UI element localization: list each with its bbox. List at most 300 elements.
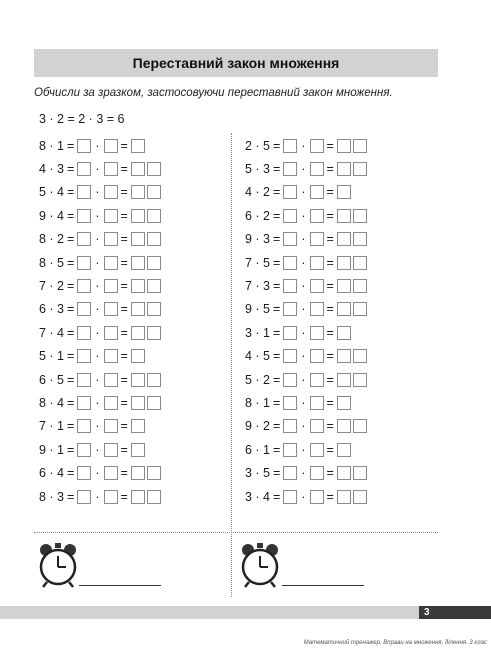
answer-digit-box[interactable] — [353, 162, 367, 176]
equals-sign: = — [273, 466, 281, 481]
factor-box[interactable] — [77, 373, 91, 387]
factor-box[interactable] — [310, 232, 324, 246]
answer-digit-box[interactable] — [353, 209, 367, 223]
answer-boxes — [337, 349, 367, 363]
answer-digit-box[interactable] — [353, 490, 367, 504]
answer-boxes — [131, 326, 161, 340]
multiply-sign: · — [301, 232, 306, 247]
page-number: 3 — [419, 606, 491, 619]
factor-box[interactable] — [104, 349, 118, 363]
answer-digit-box[interactable] — [337, 490, 351, 504]
answer-digit-box[interactable] — [337, 162, 351, 176]
factor-box[interactable] — [77, 162, 91, 176]
factor-box[interactable] — [283, 232, 297, 246]
multiply-sign: · — [95, 349, 100, 364]
multiply-sign: · — [95, 466, 100, 481]
exercise-expression: 6 · 3 — [39, 302, 65, 317]
multiply-sign: · — [301, 185, 306, 200]
answer-boxes — [337, 396, 351, 410]
equals-sign: = — [326, 138, 334, 153]
factor-box[interactable] — [283, 466, 297, 480]
factor-box[interactable] — [104, 302, 118, 316]
equals-sign: = — [120, 232, 128, 247]
multiply-sign: · — [301, 395, 306, 410]
answer-boxes — [131, 396, 161, 410]
exercise-row — [245, 228, 367, 251]
exercise-expression: 7 · 5 — [245, 255, 271, 270]
answer-digit-box[interactable] — [337, 419, 351, 433]
exercise-row — [245, 274, 367, 297]
factor-box[interactable] — [77, 349, 91, 363]
answer-digit-box[interactable] — [147, 396, 161, 410]
answer-digit-box[interactable] — [147, 162, 161, 176]
factor-box[interactable] — [310, 490, 324, 504]
exercise-column-left — [39, 134, 161, 508]
answer-digit-box[interactable] — [353, 466, 367, 480]
exercise-row — [245, 438, 367, 461]
exercise-expression: 4 · 5 — [245, 349, 271, 364]
answer-boxes — [131, 162, 161, 176]
exercise-expression: 5 · 3 — [245, 162, 271, 177]
exercise-row — [39, 134, 161, 157]
factor-box[interactable] — [310, 209, 324, 223]
equals-sign: = — [120, 395, 128, 410]
answer-digit-box[interactable] — [147, 326, 161, 340]
exercise-expression: 8 · 2 — [39, 232, 65, 247]
answer-boxes — [337, 232, 367, 246]
exercise-expression: 3 · 5 — [245, 466, 271, 481]
equals-sign: = — [120, 138, 128, 153]
multiply-sign: · — [301, 419, 306, 434]
exercise-column-right — [245, 134, 367, 508]
exercise-expression: 5 · 4 — [39, 185, 65, 200]
factor-box[interactable] — [77, 419, 91, 433]
factor-box[interactable] — [310, 443, 324, 457]
answer-digit-box[interactable] — [147, 466, 161, 480]
factor-box[interactable] — [283, 209, 297, 223]
exercise-expression: 9 · 3 — [245, 232, 271, 247]
factor-box[interactable] — [104, 443, 118, 457]
exercise-expression: 8 · 1 — [245, 395, 271, 410]
answer-boxes — [337, 490, 367, 504]
exercise-row — [39, 438, 161, 461]
exercise-row — [39, 274, 161, 297]
exercise-expression: 5 · 1 — [39, 349, 65, 364]
exercise-row — [245, 461, 367, 484]
equals-sign: = — [120, 489, 128, 504]
answer-boxes — [337, 185, 351, 199]
answer-digit-box[interactable] — [337, 326, 351, 340]
column-divider — [231, 133, 232, 597]
equals-sign: = — [120, 255, 128, 270]
equals-sign: = — [120, 466, 128, 481]
answer-boxes — [337, 466, 367, 480]
answer-digit-box[interactable] — [131, 279, 145, 293]
answer-boxes — [337, 162, 367, 176]
exercise-expression: 2 · 5 — [245, 138, 271, 153]
multiply-sign: · — [95, 302, 100, 317]
alarm-clock-icon — [36, 541, 80, 589]
answer-digit-box[interactable] — [147, 490, 161, 504]
exercise-expression: 7 · 3 — [245, 279, 271, 294]
answer-digit-box[interactable] — [131, 162, 145, 176]
factor-box[interactable] — [77, 443, 91, 457]
equals-sign: = — [273, 185, 281, 200]
equals-sign: = — [273, 208, 281, 223]
exercise-row — [245, 251, 367, 274]
answer-digit-box[interactable] — [147, 185, 161, 199]
answer-boxes — [131, 279, 161, 293]
exercise-row — [39, 228, 161, 251]
exercise-expression: 3 · 1 — [245, 325, 271, 340]
equals-sign: = — [273, 489, 281, 504]
answer-boxes — [131, 302, 161, 316]
exercise-row — [39, 415, 161, 438]
equals-sign: = — [326, 395, 334, 410]
answer-digit-box[interactable] — [353, 139, 367, 153]
exercise-row — [245, 134, 367, 157]
exercise-row — [245, 415, 367, 438]
factor-box[interactable] — [310, 279, 324, 293]
factor-box[interactable] — [310, 419, 324, 433]
factor-box[interactable] — [77, 139, 91, 153]
exercise-row — [39, 298, 161, 321]
answer-digit-box[interactable] — [131, 232, 145, 246]
multiply-sign: · — [95, 138, 100, 153]
equals-sign: = — [67, 442, 75, 457]
answer-digit-box[interactable] — [353, 232, 367, 246]
equals-sign: = — [326, 419, 334, 434]
time-answer-line[interactable] — [282, 585, 364, 586]
factor-box[interactable] — [77, 490, 91, 504]
factor-box[interactable] — [283, 490, 297, 504]
answer-digit-box[interactable] — [147, 256, 161, 270]
answer-boxes — [337, 279, 367, 293]
exercise-row — [245, 391, 367, 414]
multiply-sign: · — [95, 325, 100, 340]
factor-box[interactable] — [104, 162, 118, 176]
factor-box[interactable] — [77, 396, 91, 410]
answer-digit-box[interactable] — [147, 232, 161, 246]
answer-boxes — [337, 443, 351, 457]
factor-box[interactable] — [283, 162, 297, 176]
exercise-row — [39, 321, 161, 344]
answer-boxes — [131, 139, 145, 153]
factor-box[interactable] — [104, 373, 118, 387]
exercise-expression: 8 · 3 — [39, 489, 65, 504]
answer-digit-box[interactable] — [337, 466, 351, 480]
equals-sign: = — [326, 232, 334, 247]
equals-sign: = — [67, 325, 75, 340]
exercise-row — [39, 368, 161, 391]
answer-digit-box[interactable] — [147, 373, 161, 387]
answer-digit-box[interactable] — [131, 302, 145, 316]
answer-digit-box[interactable] — [337, 232, 351, 246]
factor-box[interactable] — [283, 185, 297, 199]
answer-digit-box[interactable] — [337, 279, 351, 293]
worked-example: 3 · 2 = 2 · 3 = 6 — [39, 112, 125, 126]
factor-box[interactable] — [104, 419, 118, 433]
multiply-sign: · — [95, 255, 100, 270]
factor-box[interactable] — [310, 302, 324, 316]
factor-box[interactable] — [310, 326, 324, 340]
factor-box[interactable] — [104, 279, 118, 293]
exercise-row — [245, 345, 367, 368]
footer-text: Математичний тренажер. Вправи на множення, ділення. 3 клас — [303, 640, 487, 646]
equals-sign: = — [326, 162, 334, 177]
answer-boxes — [131, 232, 161, 246]
exercise-expression: 6 · 5 — [39, 372, 65, 387]
multiply-sign: · — [95, 162, 100, 177]
exercise-row — [39, 391, 161, 414]
exercise-expression: 8 · 4 — [39, 395, 65, 410]
equals-sign: = — [326, 325, 334, 340]
exercise-expression: 6 · 1 — [245, 442, 271, 457]
section-divider — [34, 532, 438, 533]
exercise-row — [39, 485, 161, 508]
factor-box[interactable] — [77, 326, 91, 340]
answer-digit-box[interactable] — [353, 279, 367, 293]
equals-sign: = — [67, 162, 75, 177]
answer-digit-box[interactable] — [147, 279, 161, 293]
factor-box[interactable] — [310, 396, 324, 410]
factor-box[interactable] — [283, 349, 297, 363]
answer-digit-box[interactable] — [147, 302, 161, 316]
multiply-sign: · — [301, 279, 306, 294]
multiply-sign: · — [301, 325, 306, 340]
factor-box[interactable] — [104, 396, 118, 410]
answer-digit-box[interactable] — [131, 209, 145, 223]
answer-digit-box[interactable] — [353, 349, 367, 363]
factor-box[interactable] — [283, 302, 297, 316]
multiply-sign: · — [95, 395, 100, 410]
exercise-row — [39, 345, 161, 368]
factor-box[interactable] — [77, 209, 91, 223]
equals-sign: = — [67, 138, 75, 153]
factor-box[interactable] — [310, 185, 324, 199]
factor-box[interactable] — [310, 349, 324, 363]
equals-sign: = — [326, 279, 334, 294]
exercise-row — [245, 157, 367, 180]
factor-box[interactable] — [104, 232, 118, 246]
equals-sign: = — [67, 279, 75, 294]
multiply-sign: · — [301, 255, 306, 270]
multiply-sign: · — [301, 466, 306, 481]
answer-boxes — [337, 256, 367, 270]
equals-sign: = — [67, 255, 75, 270]
factor-box[interactable] — [283, 139, 297, 153]
equals-sign: = — [120, 279, 128, 294]
factor-box[interactable] — [283, 326, 297, 340]
equals-sign: = — [120, 208, 128, 223]
answer-boxes — [337, 139, 367, 153]
answer-digit-box[interactable] — [131, 326, 145, 340]
answer-digit-box[interactable] — [337, 185, 351, 199]
equals-sign: = — [326, 372, 334, 387]
factor-box[interactable] — [104, 185, 118, 199]
exercise-row — [245, 368, 367, 391]
factor-box[interactable] — [283, 419, 297, 433]
answer-digit-box[interactable] — [337, 373, 351, 387]
alarm-clock-icon — [238, 541, 282, 589]
equals-sign: = — [273, 325, 281, 340]
answer-boxes — [337, 302, 367, 316]
multiply-sign: · — [95, 279, 100, 294]
answer-boxes — [337, 373, 367, 387]
exercise-row — [245, 321, 367, 344]
factor-box[interactable] — [310, 139, 324, 153]
multiply-sign: · — [95, 208, 100, 223]
page-title: Переставний закон множення — [34, 49, 438, 77]
factor-box[interactable] — [77, 232, 91, 246]
answer-digit-box[interactable] — [337, 349, 351, 363]
exercise-expression: 7 · 1 — [39, 419, 65, 434]
multiply-sign: · — [301, 208, 306, 223]
equals-sign: = — [67, 419, 75, 434]
equals-sign: = — [120, 349, 128, 364]
answer-digit-box[interactable] — [353, 373, 367, 387]
answer-boxes — [131, 349, 145, 363]
equals-sign: = — [67, 232, 75, 247]
answer-digit-box[interactable] — [337, 443, 351, 457]
multiply-sign: · — [301, 302, 306, 317]
factor-box[interactable] — [104, 256, 118, 270]
multiply-sign: · — [301, 138, 306, 153]
answer-digit-box[interactable] — [353, 256, 367, 270]
answer-digit-box[interactable] — [337, 302, 351, 316]
equals-sign: = — [326, 489, 334, 504]
factor-box[interactable] — [310, 256, 324, 270]
factor-box[interactable] — [104, 466, 118, 480]
exercise-expression: 8 · 1 — [39, 138, 65, 153]
factor-box[interactable] — [104, 326, 118, 340]
multiply-sign: · — [301, 372, 306, 387]
answer-digit-box[interactable] — [337, 209, 351, 223]
answer-digit-box[interactable] — [131, 419, 145, 433]
answer-boxes — [337, 209, 367, 223]
exercise-expression: 6 · 4 — [39, 466, 65, 481]
factor-box[interactable] — [283, 279, 297, 293]
answer-boxes — [131, 185, 161, 199]
answer-digit-box[interactable] — [147, 209, 161, 223]
factor-box[interactable] — [77, 302, 91, 316]
factor-box[interactable] — [104, 490, 118, 504]
factor-box[interactable] — [310, 373, 324, 387]
equals-sign: = — [273, 138, 281, 153]
answer-digit-box[interactable] — [353, 302, 367, 316]
exercise-row — [39, 461, 161, 484]
equals-sign: = — [273, 232, 281, 247]
equals-sign: = — [120, 185, 128, 200]
equals-sign: = — [273, 302, 281, 317]
answer-digit-box[interactable] — [337, 256, 351, 270]
answer-boxes — [131, 443, 145, 457]
answer-digit-box[interactable] — [353, 419, 367, 433]
exercise-row — [245, 181, 367, 204]
equals-sign: = — [273, 419, 281, 434]
factor-box[interactable] — [77, 279, 91, 293]
equals-sign: = — [326, 185, 334, 200]
factor-box[interactable] — [77, 466, 91, 480]
exercise-expression: 3 · 4 — [245, 489, 271, 504]
answer-digit-box[interactable] — [131, 466, 145, 480]
multiply-sign: · — [95, 442, 100, 457]
equals-sign: = — [273, 442, 281, 457]
exercise-expression: 7 · 4 — [39, 325, 65, 340]
answer-digit-box[interactable] — [131, 490, 145, 504]
answer-digit-box[interactable] — [131, 349, 145, 363]
equals-sign: = — [67, 395, 75, 410]
answer-boxes — [131, 256, 161, 270]
answer-digit-box[interactable] — [131, 256, 145, 270]
factor-box[interactable] — [283, 373, 297, 387]
answer-digit-box[interactable] — [337, 139, 351, 153]
answer-digit-box[interactable] — [131, 185, 145, 199]
exercise-row — [245, 485, 367, 508]
equals-sign: = — [326, 466, 334, 481]
factor-box[interactable] — [283, 443, 297, 457]
answer-boxes — [131, 419, 145, 433]
factor-box[interactable] — [104, 209, 118, 223]
multiply-sign: · — [95, 419, 100, 434]
exercise-row — [39, 157, 161, 180]
equals-sign: = — [67, 489, 75, 504]
answer-digit-box[interactable] — [337, 396, 351, 410]
exercise-expression: 7 · 2 — [39, 279, 65, 294]
exercise-row — [245, 204, 367, 227]
multiply-sign: · — [301, 489, 306, 504]
exercise-expression: 9 · 1 — [39, 442, 65, 457]
factor-box[interactable] — [310, 162, 324, 176]
factor-box[interactable] — [77, 256, 91, 270]
equals-sign: = — [326, 255, 334, 270]
equals-sign: = — [67, 466, 75, 481]
exercise-expression: 4 · 2 — [245, 185, 271, 200]
answer-boxes — [131, 466, 161, 480]
equals-sign: = — [326, 442, 334, 457]
factor-box[interactable] — [310, 466, 324, 480]
equals-sign: = — [326, 208, 334, 223]
time-answer-line[interactable] — [79, 585, 161, 586]
answer-digit-box[interactable] — [131, 373, 145, 387]
factor-box[interactable] — [104, 139, 118, 153]
answer-boxes — [131, 373, 161, 387]
factor-box[interactable] — [77, 185, 91, 199]
exercise-expression: 9 · 2 — [245, 419, 271, 434]
equals-sign: = — [67, 302, 75, 317]
exercise-expression: 4 · 3 — [39, 162, 65, 177]
factor-box[interactable] — [283, 256, 297, 270]
equals-sign: = — [120, 302, 128, 317]
equals-sign: = — [120, 419, 128, 434]
exercise-row — [39, 251, 161, 274]
multiply-sign: · — [95, 372, 100, 387]
equals-sign: = — [67, 349, 75, 364]
answer-digit-box[interactable] — [131, 139, 145, 153]
exercise-row — [39, 204, 161, 227]
factor-box[interactable] — [283, 396, 297, 410]
multiply-sign: · — [95, 185, 100, 200]
instruction-text: Обчисли за зразком, застосовуючи переставний закон множення. — [34, 87, 393, 99]
answer-digit-box[interactable] — [131, 396, 145, 410]
answer-digit-box[interactable] — [131, 443, 145, 457]
page-footer-bar — [0, 606, 419, 619]
exercise-expression: 9 · 4 — [39, 208, 65, 223]
answer-boxes — [131, 490, 161, 504]
exercise-expression: 8 · 5 — [39, 255, 65, 270]
answer-boxes — [337, 419, 367, 433]
equals-sign: = — [67, 372, 75, 387]
